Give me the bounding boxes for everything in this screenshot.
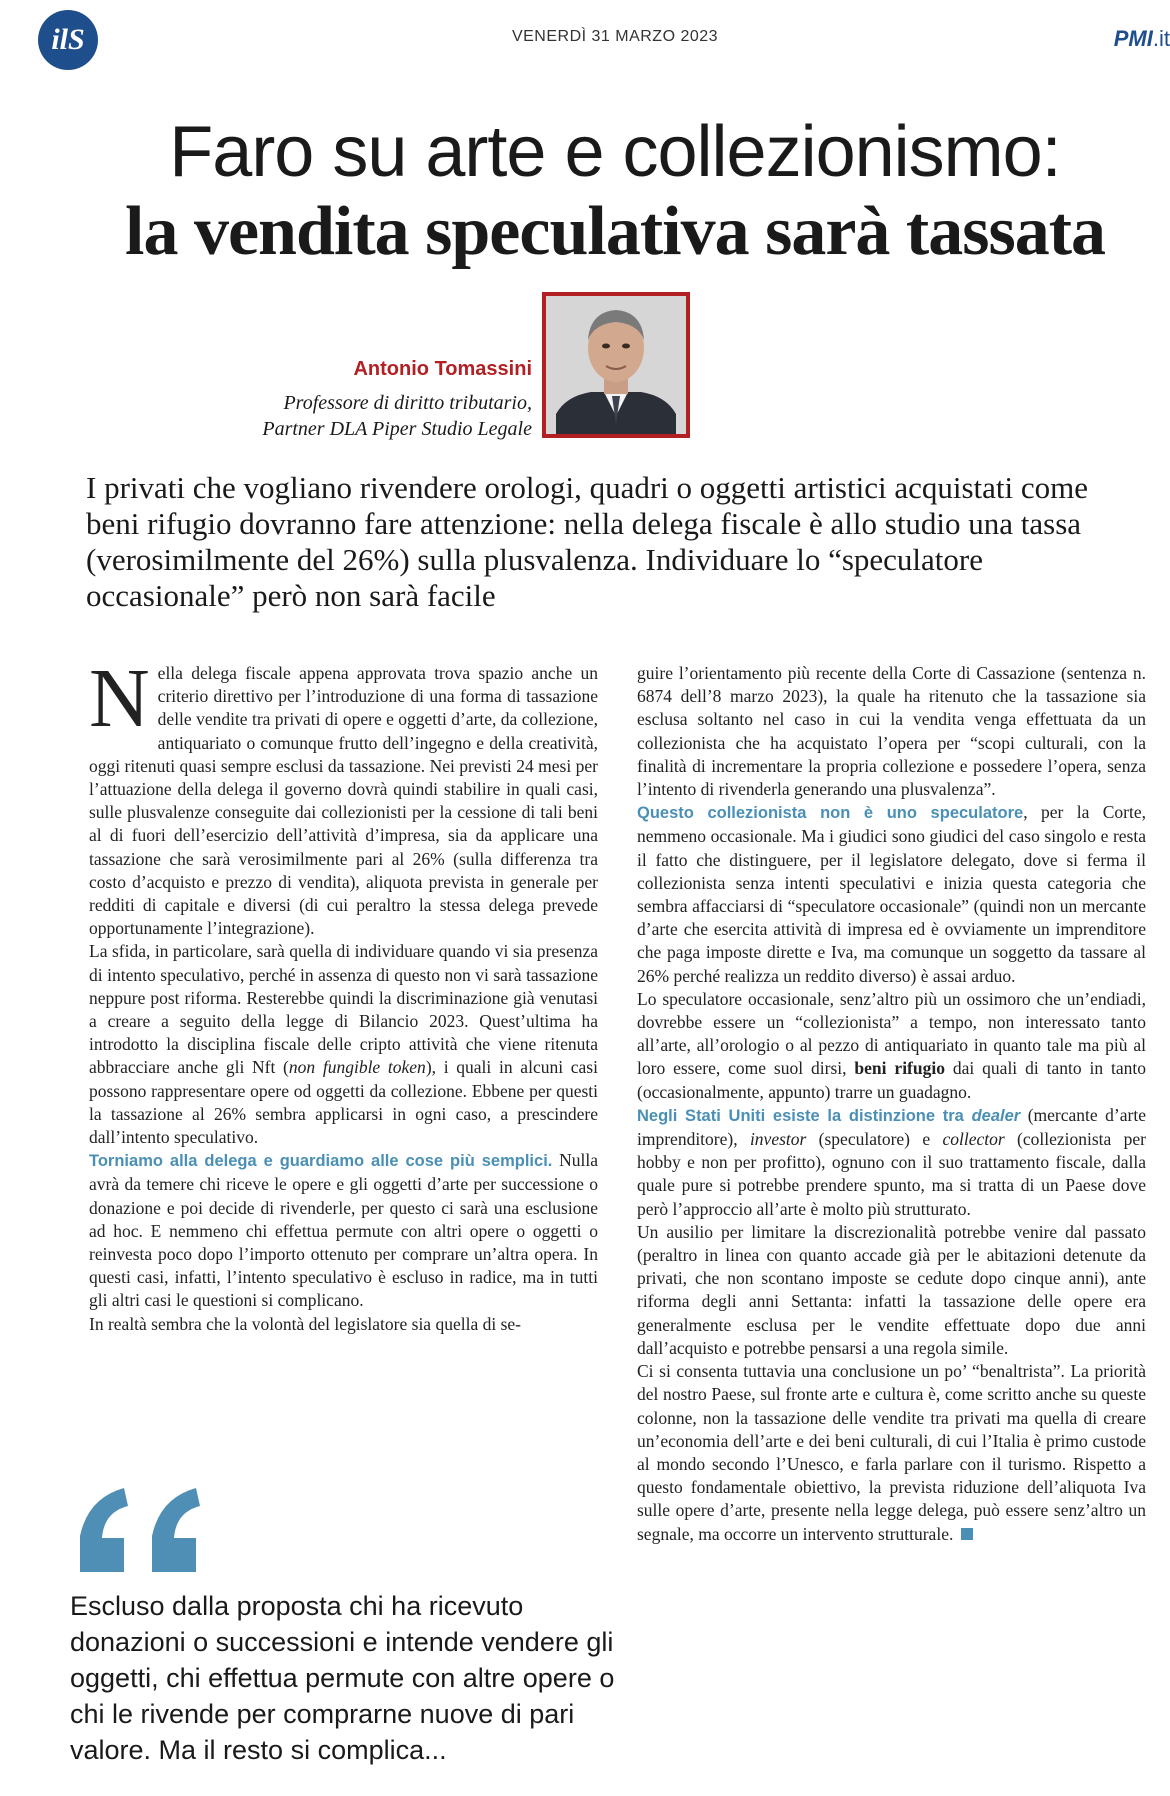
paragraph (89, 1313, 598, 1336)
paragraph-text: Lo speculatore occasionale, senz’altro più un ossimoro che un’endiadi, dovrebbe essere un “collezionista” a tempo, non interessato tanto all’arte, all’orologio o al pezzo di antiquariato in quanto tale ma più al loro essere, come suol dirsi, (637, 988, 1146, 1079)
italic-term: investor (749, 1129, 807, 1150)
pmi-logo (1070, 26, 1170, 52)
paragraph-text: Ci si consenta tuttavia una conclusione un po’ “benaltrista”. La priorità del nostro Paese, sul fronte arte e cultura è, come scritto anche su queste colonne, non la tassazione delle vendite tra privati ma quella di creare un’economia dell’arte e dei beni culturali, di cui l’Italia è primo custode al mondo secondo l’Unesco, e farla parlare con il turismo. Rispetto a questo fondamentale obiettivo, la prevista riduzione dell’aliquota Iva sulle opere d’arte, presente nella legge delega, può essere senz’altro un segnale, ma occorre un intervento strutturale. (637, 1361, 1146, 1544)
page-header (0, 0, 1170, 70)
paragraph (637, 662, 1146, 801)
pmi-logo-main: PMI (1113, 26, 1153, 51)
paragraph-text: , per la Corte, nemmeno occasionale. Ma i giudici sono giudici del caso singolo e resta il fatto che distinguere, per il legislatore delegato, dove si ferma il collezionista senza intenti speculativi e inizia questa categoria che sembra affacciarsi di “speculatore occasionale” (quindi non un mercante d’arte che esercita attività di impresa ed è ovviamente un imprenditore che paga imposte dirette e Iva, ma comunque un soggetto da tassare al 26% perché realizza un reddito diverso) è assai arduo. (637, 802, 1146, 986)
italic-term: collector (942, 1129, 1005, 1150)
article-column-left (89, 652, 598, 1336)
author-role-line-2: Partner DLA Piper Studio Legale (262, 418, 532, 440)
author-name: Antonio Tomassini (353, 358, 532, 380)
bold-term: beni rifugio (854, 1058, 945, 1079)
pull-quote: Escluso dalla proposta chi ha ricevuto donazioni o successioni e intende vendere gli oggetti, chi effettua permute con altre opere o chi le rivende per comprarne nuove di pari valore. Ma il resto si complica... (70, 1591, 615, 1765)
quote-mark-icon (68, 1480, 208, 1590)
drop-cap: N (89, 652, 150, 745)
subheading-italic: dealer (971, 1106, 1021, 1125)
end-square-icon (961, 1528, 973, 1540)
paragraph-text: ella delega fiscale appena approvata trova spazio anche un criterio direttivo per l’introduzione di una forma di tassazione delle vendite tra privati di opere e oggetti d’arte, da collezione, antiquariato o comunque frutto dell’ingegno e della creatività, oggi ritenuti quasi sempre esclusi da tassazione. Nei previsti 24 mesi per l’attuazione della delega il governo dovrà quindi stabilire in quali casi, sulle plusvalenze conseguite dai collezionisti per la cessione di tali beni al di fuori dell’esercizio dell’attività d’impresa, sia da applicare una tassazione che sarà verosimilmente pari al 26% (sulla differenza tra costo d’acquisto e prezzo di vendita), aliquota prevista in generale per redditi di capitale e diversi (di cui peraltro la stessa delega prevede opportunamente l’integrazione). (89, 663, 598, 939)
paragraph (637, 988, 1146, 1104)
paragraph-text: La sfida, in particolare, sarà quella di individuare quando vi sia presenza di intento speculativo, perché in assenza di questo non vi sarà tassazione neppure post riforma. Resterebbe quindi la discriminazione già venutasi a creare a seguito della legge di Bilancio 2023. Quest’ultima ha introdotto la disciplina fiscale delle cripto attività che viene ritenuta abbracciare anche gli Nft ( (89, 941, 598, 1078)
paragraph (637, 801, 1146, 988)
paragraph-text: dai quali di tanto in tanto (occasionalmente, appunto) trarre un guadagno. (637, 1058, 1147, 1102)
headline-line-2: la vendita speculativa sarà tassata (125, 193, 1105, 270)
paragraph-text: In realtà sembra che la volontà del legislatore sia quella di se- (89, 1313, 521, 1334)
paragraph (637, 1104, 1146, 1221)
author-role (262, 390, 532, 442)
headline-line-1: Faro su arte e collezionismo: (169, 112, 1061, 192)
issue-date: VENERDÌ 31 MARZO 2023 (511, 28, 719, 45)
paragraph (637, 1360, 1146, 1546)
author-photo (542, 292, 690, 438)
paragraph (89, 1149, 598, 1312)
paragraph-text: guire l’orientamento più recente della Corte di Cassazione (sentenza n. 6874 dell’8 marzo 2023), la quale ha ritenuto che la tassazione sia esclusa soltanto nel caso in cui la vendita venga effettuata da un collezionista che ha acquistato l’opera per “scopi culturali, con la finalità di incrementare la propria collezione e possedere l’opera, senza l’intento di rivenderla generando una plusvalenza”. (637, 663, 1146, 800)
paragraph-text: (collezionista per hobby e non per profitto), ognuno con il suo trattamento fiscale, dalla quale pure si potrebbe prendere spunto, ma si tratta di un Paese dove però l’approccio all’arte è molto più strutturato. (637, 1129, 1146, 1219)
article-lead: I privati che vogliano rivendere orologi, quadri o oggetti artistici acquistati come beni rifugio dovranno fare attenzione: nella delega fiscale è allo studio una tassa (verosimilmente del 26%) sulla plusvalenza. Individuare lo “speculatore occasionale” però non sarà facile (86, 470, 1089, 613)
paragraph-text: ), i quali in alcuni casi possono rappresentare opere od oggetti da collezione. Ebbene per questi la tassazione al 26% sembra applicarsi in ogni caso, a prescindere dall’intento speculativo. (89, 1057, 598, 1148)
paragraph (89, 940, 598, 1149)
paragraph-text: Nulla avrà da temere chi riceve le opere e gli oggetti d’arte per successione o donazione e poi decide di rivenderle, per questo ci sarà una esclusione ad hoc. E nemmeno chi effettua permute con altri opere o oggetti o reinvesta poco dopo l’importo ottenuto per comprare un’altra opera. In questi casi, infatti, l’intento speculativo è escluso in radice, ma in tutti gli altri casi le questioni si complicano. (89, 1150, 598, 1311)
paragraph-text: (speculatore) e (806, 1129, 943, 1150)
ils-logo: ilS (38, 10, 98, 70)
pmi-logo-suffix: .it (1152, 26, 1170, 51)
author-portrait-image (546, 296, 686, 434)
subheading: Questo collezionista non è uno speculatore (637, 804, 1024, 823)
paragraph (637, 1221, 1146, 1360)
paragraph-text: (mercante d’arte imprenditore), (637, 1104, 1146, 1150)
paragraph (89, 652, 598, 940)
subheading: Negli Stati Uniti esiste la distinzione tra (637, 1106, 972, 1125)
italic-term: non fungible token (288, 1057, 426, 1078)
subheading: Torniamo alla delega e guardiamo alle cose più semplici. (89, 1152, 553, 1171)
author-role-line-1: Professore di diritto tributario, (283, 392, 532, 414)
paragraph-text: Un ausilio per limitare la discrezionalità potrebbe venire dal passato (peraltro in linea con quanto accade già per le abitazioni detenute da privati, che non scontano imposte se cedute dopo cinque anni), ante riforma degli anni Settanta: infatti la tassazione delle opere era generalmente esclusa per le vendite effettuate dopo due anni dall’acquisto e potrebbe pensarsi a una regola simile. (637, 1221, 1146, 1358)
article-column-right (637, 662, 1146, 1546)
